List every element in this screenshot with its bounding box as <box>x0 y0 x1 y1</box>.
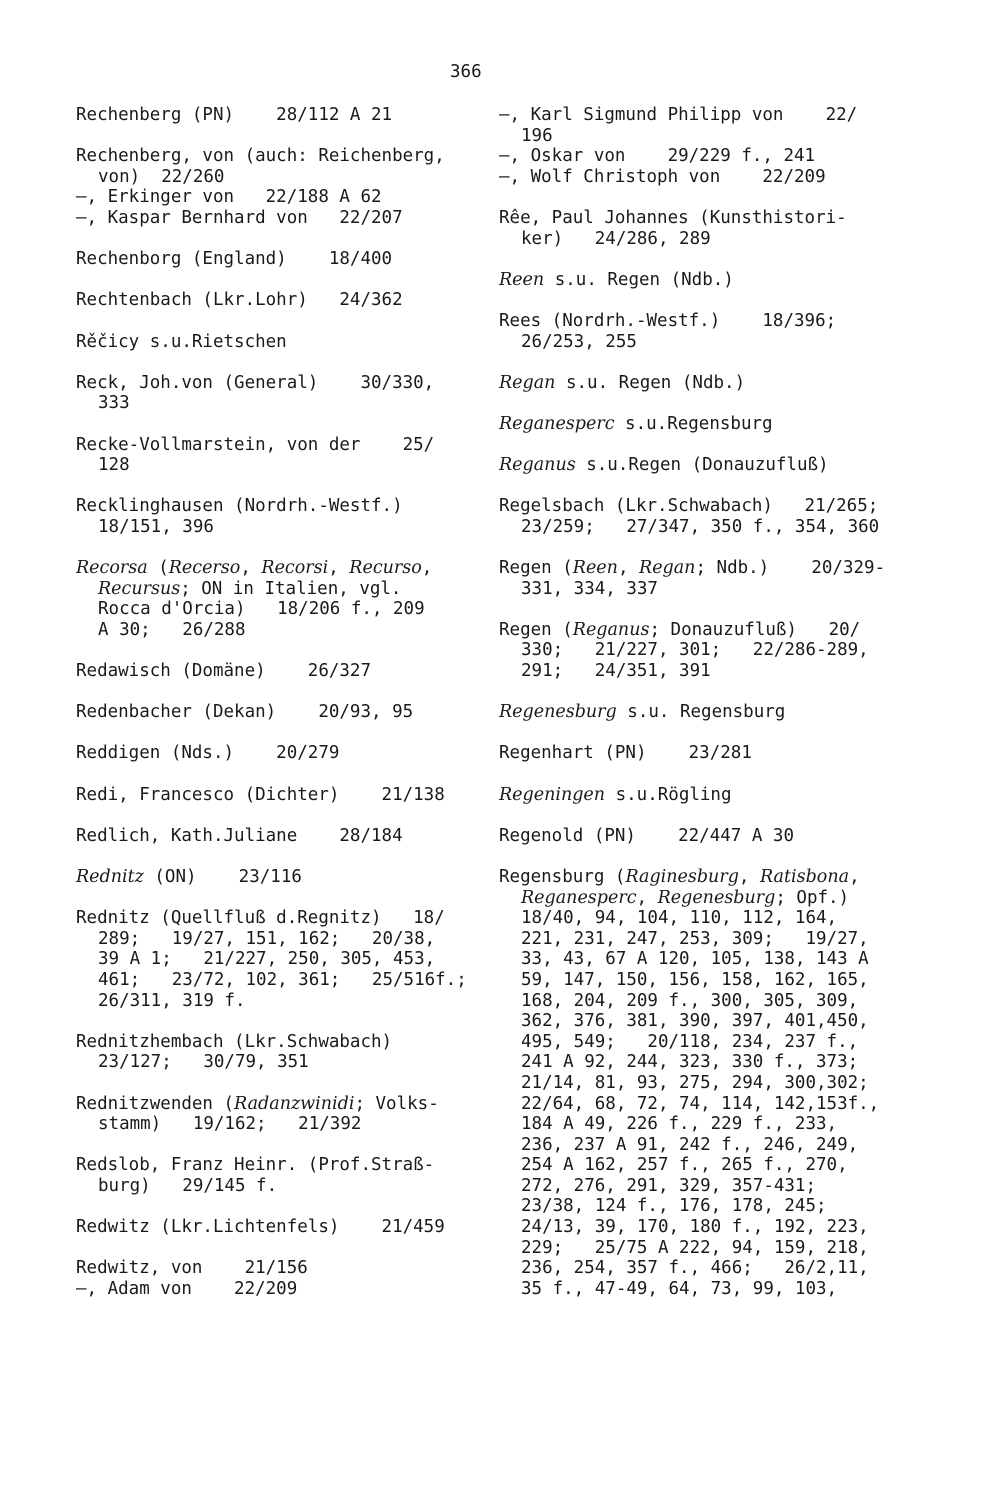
entry-line: Redenbacher (Dekan) 20/93, 95 <box>76 702 414 723</box>
entry-line: 236, 254, 357 f., 466; 26/2,11, <box>521 1258 869 1279</box>
index-entry <box>76 908 476 1011</box>
index-entry <box>76 1032 476 1073</box>
entry-line: 18/151, 396 <box>98 516 214 537</box>
entry-line: 330; 21/227, 301; 22/286-289, <box>521 640 869 661</box>
index-entry <box>76 661 476 682</box>
entry-line: —, Erkinger von 22/188 A 62 <box>76 187 382 208</box>
entry-line: Regelsbach (Lkr.Schwabach) 21/265; <box>499 496 879 517</box>
index-entry <box>499 373 939 394</box>
index-entry <box>76 1217 476 1238</box>
entry-line: Reddigen (Nds.) 20/279 <box>76 743 340 764</box>
index-entry <box>76 702 476 723</box>
entry-line: 254 A 162, 257 f., 265 f., 270, <box>521 1155 848 1176</box>
entry-line: 59, 147, 150, 156, 158, 162, 165, <box>521 969 869 990</box>
entry-line: Redslob, Franz Heinr. (Prof.Straß- <box>76 1155 435 1176</box>
index-entry <box>499 785 939 806</box>
entry-line: 362, 376, 381, 390, 397, 401,450, <box>521 1011 869 1032</box>
entry-line: Regenold (PN) 22/447 A 30 <box>499 825 795 846</box>
entry-line: 39 A 1; 21/227, 250, 305, 453, <box>98 949 436 970</box>
index-entry <box>76 558 476 640</box>
entry-line: 196 <box>521 125 553 146</box>
entry-line: Rednitzhembach (Lkr.Schwabach) <box>76 1031 393 1052</box>
index-entry <box>76 435 476 476</box>
entry-line: Recklinghausen (Nordrh.-Westf.) <box>76 496 403 517</box>
index-entry <box>499 311 939 352</box>
entry-line: Rocca d'Orcia) 18/206 f., 209 <box>98 599 425 620</box>
entry-line: 461; 23/72, 102, 361; 25/516f.; <box>98 969 467 990</box>
entry-line: ker) 24/286, 289 <box>521 228 711 249</box>
index-entry <box>76 105 476 126</box>
entry-line: Regen (Reganus; Donauzufluß) 20/ <box>499 619 861 640</box>
index-entry <box>499 414 939 435</box>
index-entry <box>76 785 476 806</box>
index-entry <box>76 1094 476 1135</box>
entry-line: —, Kaspar Bernhard von 22/207 <box>76 207 403 228</box>
entry-line: Regenesburg s.u. Regensburg <box>499 702 786 723</box>
index-entry <box>76 867 476 888</box>
entry-line: 26/253, 255 <box>521 331 637 352</box>
entry-line: 331, 334, 337 <box>521 578 658 599</box>
entry-line: 33, 43, 67 A 120, 105, 138, 143 A <box>521 949 869 970</box>
entry-line: Recorsa (Recerso, Recorsi, Recurso, <box>76 558 433 579</box>
index-entry <box>76 290 476 311</box>
entry-line: —, Karl Sigmund Philipp von 22/ <box>499 105 858 125</box>
page-number: 366 <box>450 62 482 82</box>
entry-line: 23/127; 30/79, 351 <box>98 1052 309 1073</box>
entry-line: Reganesperc s.u.Regensburg <box>499 413 773 434</box>
entry-line: Redwitz (Lkr.Lichtenfels) 21/459 <box>76 1217 445 1238</box>
entry-line: 35 f., 47-49, 64, 73, 99, 103, <box>521 1278 838 1299</box>
entry-line: Rêe, Paul Johannes (Kunsthistori- <box>499 207 847 228</box>
entry-line: von) 22/260 <box>98 166 225 187</box>
entry-line: —, Wolf Christoph von 22/209 <box>499 166 826 187</box>
entry-line: 168, 204, 209 f., 300, 305, 309, <box>521 990 859 1011</box>
index-entry <box>76 373 476 414</box>
entry-line: 18/40, 94, 104, 110, 112, 164, <box>521 908 838 929</box>
entry-line: Regenhart (PN) 23/281 <box>499 743 752 764</box>
entry-line: —, Oskar von 29/229 f., 241 <box>499 146 816 167</box>
entry-line: A 30; 26/288 <box>98 619 246 640</box>
entry-line: 289; 19/27, 151, 162; 20/38, <box>98 928 436 949</box>
entry-line: Regen (Reen, Regan; Ndb.) 20/329- <box>499 558 886 579</box>
entry-line: Redlich, Kath.Juliane 28/184 <box>76 825 403 846</box>
index-entry <box>76 496 476 537</box>
index-entry <box>76 1155 476 1196</box>
index-entry <box>499 826 939 847</box>
entry-line: 241 A 92, 244, 323, 330 f., 373; <box>521 1052 859 1073</box>
entry-line: 272, 276, 291, 329, 357-431; <box>521 1175 817 1196</box>
entry-line: Rees (Nordrh.-Westf.) 18/396; <box>499 310 837 331</box>
index-entry <box>76 743 476 764</box>
entry-line: Regensburg (Raginesburg, Ratisbona, <box>499 866 860 887</box>
left-column <box>76 105 476 1320</box>
entry-line: 184 A 49, 226 f., 229 f., 233, <box>521 1114 838 1135</box>
entry-line: 23/38, 124 f., 176, 178, 245; <box>521 1196 827 1217</box>
entry-line: Regeningen s.u.Rögling <box>499 784 732 805</box>
entry-line: 24/13, 39, 170, 180 f., 192, 223, <box>521 1217 869 1238</box>
index-entry <box>499 208 939 249</box>
entry-line: Rednitzwenden (Radanzwinidi; Volks- <box>76 1093 439 1114</box>
index-entry <box>76 1258 476 1299</box>
entry-line: 22/64, 68, 72, 74, 114, 142,153f., <box>521 1093 880 1114</box>
entry-line: 495, 549; 20/118, 234, 237 f., <box>521 1031 859 1052</box>
entry-line: Rechenberg, von (auch: Reichenberg, <box>76 146 445 167</box>
index-entry <box>499 455 939 476</box>
entry-line: 229; 25/75 A 222, 94, 159, 218, <box>521 1237 869 1258</box>
entry-line: 128 <box>98 455 130 476</box>
entry-line: 236, 237 A 91, 242 f., 246, 249, <box>521 1134 859 1155</box>
entry-line: 291; 24/351, 391 <box>521 661 711 682</box>
index-entry <box>499 105 939 187</box>
entry-line: Reganus s.u.Regen (Donauzufluß) <box>499 455 829 476</box>
entry-line: Rěčicy s.u.Rietschen <box>76 331 287 352</box>
entry-line: Reen s.u. Regen (Ndb.) <box>499 269 734 290</box>
entry-line: 333 <box>98 393 130 414</box>
index-entry <box>76 146 476 228</box>
index-entry <box>499 496 939 537</box>
entry-line: Redi, Francesco (Dichter) 21/138 <box>76 784 445 805</box>
index-entry <box>76 332 476 353</box>
entry-line: Redwitz, von 21/156 <box>76 1258 308 1279</box>
entry-line: 221, 231, 247, 253, 309; 19/27, <box>521 928 869 949</box>
entry-line: 21/14, 81, 93, 275, 294, 300,302; <box>521 1072 869 1093</box>
entry-line: Regan s.u. Regen (Ndb.) <box>499 372 746 393</box>
index-entry <box>499 270 939 291</box>
entry-line: Redawisch (Domäne) 26/327 <box>76 661 372 682</box>
entry-line: Recke-Vollmarstein, von der 25/ <box>76 434 435 455</box>
right-column <box>499 105 939 1320</box>
index-entry <box>76 249 476 270</box>
entry-line: Rechenborg (England) 18/400 <box>76 249 393 270</box>
index-entry <box>499 743 939 764</box>
entry-line: —, Adam von 22/209 <box>76 1278 298 1299</box>
entry-line: Reganesperc, Regenesburg; Opf.) <box>521 887 850 908</box>
entry-line: burg) 29/145 f. <box>98 1175 278 1196</box>
entry-line: Rednitz (ON) 23/116 <box>76 866 302 887</box>
index-entry <box>76 826 476 847</box>
entry-line: Reck, Joh.von (General) 30/330, <box>76 372 435 393</box>
entry-line: Rednitz (Quellfluß d.Regnitz) 18/ <box>76 908 445 929</box>
index-entry <box>499 867 939 1299</box>
entry-line: 23/259; 27/347, 350 f., 354, 360 <box>521 516 880 537</box>
entry-line: Rechenberg (PN) 28/112 A 21 <box>76 105 393 125</box>
index-entry <box>499 620 939 682</box>
index-entry <box>499 558 939 599</box>
index-entry <box>499 702 939 723</box>
entry-line: 26/311, 319 f. <box>98 990 246 1011</box>
entry-line: Recursus; ON in Italien, vgl. <box>98 578 402 599</box>
entry-line: Rechtenbach (Lkr.Lohr) 24/362 <box>76 290 403 311</box>
entry-line: stamm) 19/162; 21/392 <box>98 1114 362 1135</box>
